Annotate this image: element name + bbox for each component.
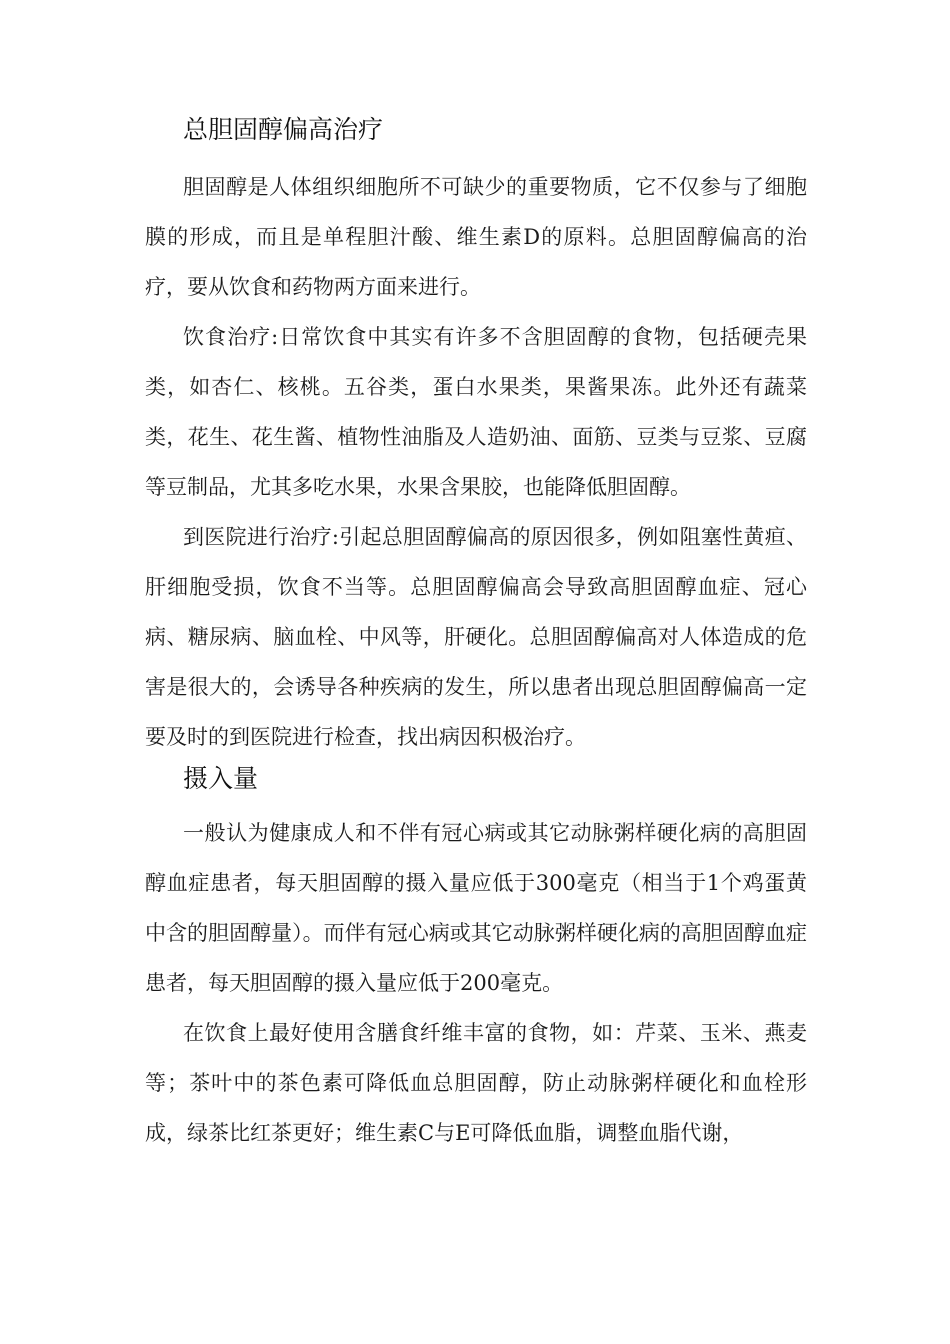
section-title-cholesterol-treatment: 总胆固醇偏高治疗 — [183, 115, 384, 144]
paragraph-intake-amount: 一般认为健康成人和不伴有冠心病或其它动脉粥样硬化病的高胆固醇血症患者，每天胆固醇的摄入量应低于300毫克（相当于1个鸡蛋黄中含的胆固醇量）。而伴有冠心病或其它动脉粥样硬化病的高胆固醇血症患者，每天胆固醇的摄入量应低于200毫克。 — [145, 821, 807, 995]
paragraph-dietary-fiber: 在饮食上最好使用含膳食纤维丰富的食物，如：芹菜、玉米、燕麦等；茶叶中的茶色素可降低血总胆固醇，防止动脉粥样硬化和血栓形成，绿茶比红茶更好；维生素C与E可降低血脂，调整血脂代谢， — [145, 1021, 807, 1145]
paragraph-hospital-treatment: 到医院进行治疗:引起总胆固醇偏高的原因很多，例如阻塞性黄疸、肝细胞受损，饮食不当等。总胆固醇偏高会导致高胆固醇血症、冠心病、糖尿病、脑血栓、中风等，肝硬化。总胆固醇偏高对人体造成的危害是很大的，会诱导各种疾病的发生，所以患者出现总胆固醇偏高一定要及时的到医院进行检查，找出病因积极治疗。 — [145, 525, 807, 749]
section-title-intake: 摄入量 — [183, 764, 259, 793]
paragraph-diet-treatment: 饮食治疗:日常饮食中其实有许多不含胆固醇的食物，包括硬壳果类，如杏仁、核桃。五谷类，蛋白水果类，果酱果冻。此外还有蔬菜类，花生、花生酱、植物性油脂及人造奶油、面筋、豆类与豆浆、豆腐等豆制品，尤其多吃水果，水果含果胶，也能降低胆固醇。 — [145, 325, 807, 499]
paragraph-cholesterol-intro: 胆固醇是人体组织细胞所不可缺少的重要物质，它不仅参与了细胞膜的形成，而且是单程胆汁酸、维生素D的原料。总胆固醇偏高的治疗，要从饮食和药物两方面来进行。 — [145, 175, 807, 299]
